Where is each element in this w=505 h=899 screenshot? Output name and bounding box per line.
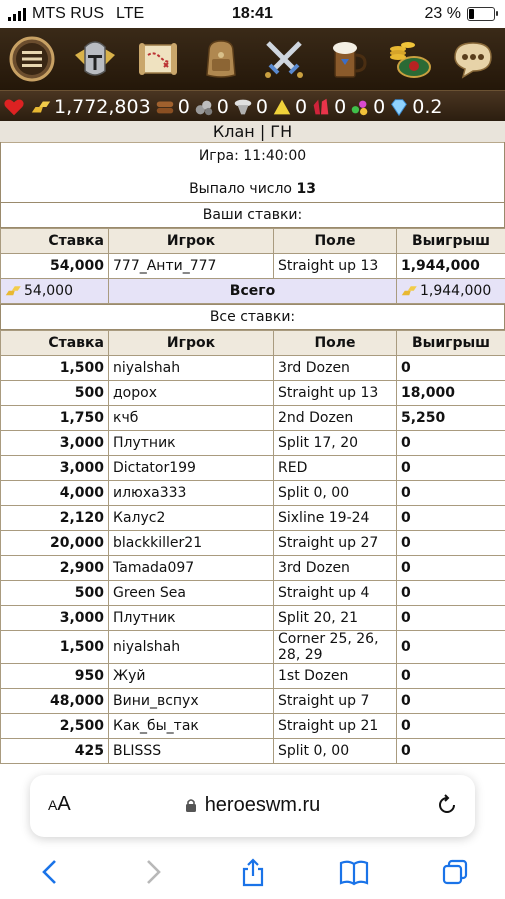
reload-icon[interactable] xyxy=(435,793,459,817)
table-row xyxy=(1,739,505,764)
cell-win: 0 xyxy=(397,431,505,456)
cell-stake: 3,000 xyxy=(1,456,109,481)
chat-button[interactable] xyxy=(447,33,499,85)
diamond-icon xyxy=(388,96,410,118)
total-row xyxy=(1,279,505,304)
cell-stake: 950 xyxy=(1,664,109,689)
resource-gems xyxy=(349,96,385,118)
map-scroll-icon xyxy=(134,35,182,83)
ios-status-bar xyxy=(0,0,505,28)
mercury-amount: 0 xyxy=(255,95,268,118)
total-stake-cell xyxy=(1,279,109,304)
game-time: Игра: 11:40:00 xyxy=(198,148,307,164)
game-nav-bar xyxy=(0,28,505,90)
cell-player[interactable]: niyalshah xyxy=(109,631,274,664)
gold-amount: 1,772,803 xyxy=(54,95,151,118)
cell-player[interactable]: BLISSS xyxy=(109,739,274,764)
cell-stake: 54,000 xyxy=(1,254,109,279)
table-row xyxy=(1,381,505,406)
cell-win: 0 xyxy=(397,664,505,689)
resource-gold xyxy=(30,96,151,118)
sulfur-icon xyxy=(271,96,293,118)
resources-bar xyxy=(0,90,505,123)
gems-icon xyxy=(349,96,371,118)
page-title: Клан | ГН xyxy=(0,121,505,143)
cell-win: 18,000 xyxy=(397,381,505,406)
cell-stake: 4,000 xyxy=(1,481,109,506)
url-text: heroeswm.ru xyxy=(204,794,321,816)
cell-field: Split 20, 21 xyxy=(274,606,397,631)
ore-icon xyxy=(193,96,215,118)
heart-icon xyxy=(3,96,25,118)
cell-win: 0 xyxy=(397,531,505,556)
roulette-coins-icon xyxy=(386,35,434,83)
table-row xyxy=(1,714,505,739)
ore-amount: 0 xyxy=(216,95,229,118)
your-bets-caption: Ваши ставки: xyxy=(0,202,505,228)
cell-stake: 2,120 xyxy=(1,506,109,531)
total-win: 1,944,000 xyxy=(420,283,492,299)
cell-player[interactable]: Как_бы_так xyxy=(109,714,274,739)
cell-field: Straight up 21 xyxy=(274,714,397,739)
inventory-button[interactable] xyxy=(195,33,247,85)
clock: 18:41 xyxy=(232,5,273,22)
menu-icon xyxy=(8,35,56,83)
gold-bars-icon xyxy=(30,96,52,118)
cell-field: 1st Dozen xyxy=(274,664,397,689)
resource-sulfur xyxy=(271,96,307,118)
cell-win: 0 xyxy=(397,356,505,381)
header-win: Выигрыш xyxy=(397,229,505,254)
cell-field: Corner 25, 26, 28, 29 xyxy=(274,631,397,664)
cell-stake: 1,500 xyxy=(1,356,109,381)
table-row xyxy=(1,431,505,456)
wood-logs-icon xyxy=(154,96,176,118)
table-row xyxy=(1,556,505,581)
lock-icon xyxy=(185,798,197,812)
table-row xyxy=(1,664,505,689)
cell-field: 3rd Dozen xyxy=(274,556,397,581)
battery-percent: 23 % xyxy=(424,5,461,22)
gems-amount: 0 xyxy=(373,95,386,118)
tavern-button[interactable] xyxy=(321,33,373,85)
resource-wood xyxy=(154,96,190,118)
cell-player[interactable]: кчб xyxy=(109,406,274,431)
cell-field: 3rd Dozen xyxy=(274,356,397,381)
mercury-icon xyxy=(232,96,254,118)
cell-player[interactable]: илюха333 xyxy=(109,481,274,506)
table-row xyxy=(1,481,505,506)
reader-options-button[interactable]: AA xyxy=(48,793,71,815)
cell-win: 0 xyxy=(397,631,505,664)
sulfur-amount: 0 xyxy=(294,95,308,118)
resource-crystals xyxy=(310,96,346,118)
all-bets-table xyxy=(0,330,505,764)
result-label: Выпало число xyxy=(189,181,297,197)
table-header xyxy=(1,331,505,356)
cell-stake: 2,500 xyxy=(1,714,109,739)
cell-stake: 48,000 xyxy=(1,689,109,714)
header-win: Выигрыш xyxy=(397,331,505,356)
cell-stake: 1,750 xyxy=(1,406,109,431)
cell-field: Split 0, 00 xyxy=(274,739,397,764)
cell-stake: 2,900 xyxy=(1,556,109,581)
cell-player[interactable]: Green Sea xyxy=(109,581,274,606)
roulette-button[interactable] xyxy=(384,33,436,85)
chat-bubble-icon xyxy=(449,35,497,83)
header-stake: Ставка xyxy=(1,229,109,254)
menu-button[interactable] xyxy=(6,33,58,85)
cell-player[interactable]: 777_Анти_777 xyxy=(109,254,274,279)
backpack-icon xyxy=(197,35,245,83)
forward-icon[interactable] xyxy=(137,857,167,887)
crossed-swords-icon xyxy=(260,35,308,83)
header-field: Поле xyxy=(274,331,397,356)
table-row xyxy=(1,406,505,431)
cell-stake: 20,000 xyxy=(1,531,109,556)
cell-win: 0 xyxy=(397,714,505,739)
resource-ore xyxy=(193,96,229,118)
cell-player[interactable]: Калус2 xyxy=(109,506,274,531)
cell-player[interactable]: Dictator199 xyxy=(109,456,274,481)
all-bets-caption: Все ставки: xyxy=(0,304,505,330)
share-icon[interactable] xyxy=(238,857,268,887)
cell-field: Straight up 13 xyxy=(274,381,397,406)
table-header xyxy=(1,229,505,254)
result-line xyxy=(1,167,504,197)
resource-mercury xyxy=(232,96,268,118)
health-indicator[interactable] xyxy=(3,96,27,118)
crystals-amount: 0 xyxy=(334,95,347,118)
cell-win: 1,944,000 xyxy=(397,254,505,279)
cell-stake: 425 xyxy=(1,739,109,764)
cell-player[interactable]: niyalshah xyxy=(109,356,274,381)
roulette-results xyxy=(0,142,505,767)
table-row xyxy=(1,531,505,556)
cell-win: 0 xyxy=(397,581,505,606)
header-stake: Ставка xyxy=(1,331,109,356)
cell-stake: 500 xyxy=(1,381,109,406)
cell-win: 0 xyxy=(397,606,505,631)
gold-bars-icon xyxy=(5,283,23,297)
cell-stake: 1,500 xyxy=(1,631,109,664)
url-display[interactable] xyxy=(30,794,475,817)
total-stake: 54,000 xyxy=(24,283,73,299)
cell-stake: 3,000 xyxy=(1,606,109,631)
table-row xyxy=(1,581,505,606)
cell-field: Split 17, 20 xyxy=(274,431,397,456)
cell-field: Straight up 27 xyxy=(274,531,397,556)
gold-bars-icon xyxy=(401,283,419,297)
cell-win: 0 xyxy=(397,481,505,506)
knight-helmet-icon xyxy=(71,35,119,83)
cell-stake: 500 xyxy=(1,581,109,606)
cell-field: Straight up 4 xyxy=(274,581,397,606)
cell-stake: 3,000 xyxy=(1,431,109,456)
table-row xyxy=(1,254,505,279)
cell-field: Sixline 19-24 xyxy=(274,506,397,531)
table-row xyxy=(1,631,505,664)
cell-player[interactable]: дорох xyxy=(109,381,274,406)
table-row xyxy=(1,356,505,381)
crystals-icon xyxy=(310,96,332,118)
cell-player[interactable]: blackkiller21 xyxy=(109,531,274,556)
carrier-label: MTS RUS xyxy=(32,5,104,22)
game-info xyxy=(0,142,505,202)
cell-player[interactable]: Плутник xyxy=(109,431,274,456)
resource-diamonds xyxy=(388,96,442,118)
cell-player[interactable]: Вини_вспух xyxy=(109,689,274,714)
bookmarks-icon[interactable] xyxy=(339,857,369,887)
map-button[interactable] xyxy=(132,33,184,85)
cell-player[interactable]: Tamada097 xyxy=(109,556,274,581)
tabs-icon[interactable] xyxy=(440,857,470,887)
table-row xyxy=(1,506,505,531)
character-button[interactable] xyxy=(69,33,121,85)
cell-player[interactable]: Плутник xyxy=(109,606,274,631)
diamonds-amount: 0.2 xyxy=(412,95,443,118)
tavern-mug-icon xyxy=(323,35,371,83)
table-row xyxy=(1,456,505,481)
cell-win: 0 xyxy=(397,506,505,531)
wood-amount: 0 xyxy=(177,95,190,118)
browser-address-bar[interactable] xyxy=(30,775,475,837)
header-player: Игрок xyxy=(109,331,274,356)
network-label: LTE xyxy=(116,5,145,22)
cell-win: 0 xyxy=(397,689,505,714)
cell-win: 0 xyxy=(397,456,505,481)
total-label: Всего xyxy=(109,279,397,304)
cell-field: Split 0, 00 xyxy=(274,481,397,506)
header-player: Игрок xyxy=(109,229,274,254)
cell-field: 2nd Dozen xyxy=(274,406,397,431)
header-field: Поле xyxy=(274,229,397,254)
result-number: 13 xyxy=(296,181,316,197)
back-icon[interactable] xyxy=(36,857,66,887)
cell-player[interactable]: Жуй xyxy=(109,664,274,689)
cell-field: Straight up 13 xyxy=(274,254,397,279)
table-row xyxy=(1,689,505,714)
browser-toolbar xyxy=(0,845,505,899)
cell-win: 0 xyxy=(397,739,505,764)
battery-icon xyxy=(467,7,495,21)
battle-button[interactable] xyxy=(258,33,310,85)
your-bets-table xyxy=(0,228,505,304)
total-win-cell xyxy=(397,279,505,304)
cell-field: Straight up 7 xyxy=(274,689,397,714)
cell-win: 5,250 xyxy=(397,406,505,431)
cell-win: 0 xyxy=(397,556,505,581)
cell-field: RED xyxy=(274,456,397,481)
table-row xyxy=(1,606,505,631)
